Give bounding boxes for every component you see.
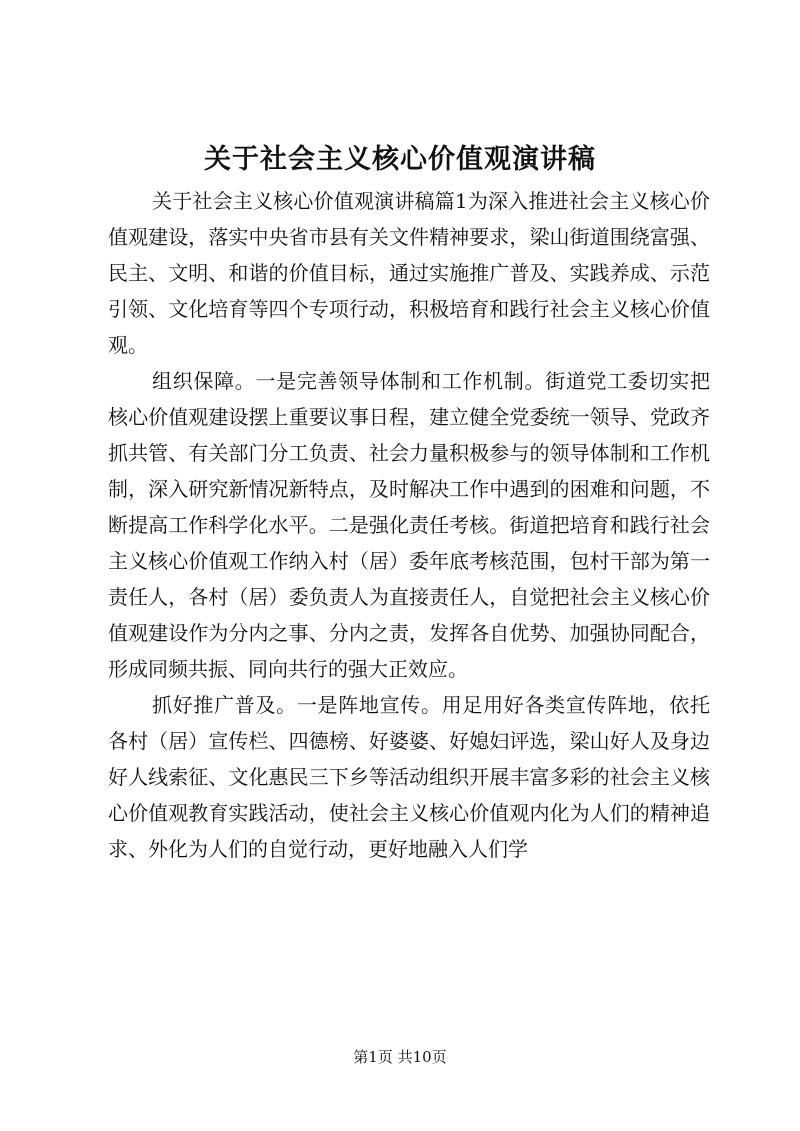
paragraph-1: 关于社会主义核心价值观演讲稿篇1为深入推进社会主义核心价值观建设，落实中央省市县有关文件精神要求，梁山街道围绕富强、民主、文明、和谐的价值目标，通过实施推广普及、实践养成、示范引领、文化培育等四个专项行动，积极培育和践行社会主义核心价值观。 (108, 189, 710, 357)
page-footer: 第1页 共10页 (353, 1048, 447, 1066)
document-body (108, 183, 710, 867)
paragraph-3: 抓好推广普及。一是阵地宣传。用足用好各类宣传阵地，依托各村（居）宣传栏、四德榜、好婆婆、好媳妇评选，梁山好人及身边好人线索征、文化惠民三下乡等活动组织开展丰富多彩的社会主义核心价值观教育实践活动，使社会主义核心价值观内化为人们的精神追求、外化为人们的自觉行动，更好地融入人们学 (108, 693, 710, 861)
paragraph-2: 组织保障。一是完善领导体制和工作机制。街道党工委切实把核心价值观建设摆上重要议事日程，建立健全党委统一领导、党政齐抓共管、有关部门分工负责、社会力量积极参与的领导体制和工作机制，深入研究新情况新特点，及时解决工作中遇到的困难和问题，不断提高工作科学化水平。二是强化责任考核。街道把培育和践行社会主义核心价值观工作纳入村（居）委年底考核范围，包村干部为第一责任人，各村（居）委负责人为直接责任人，自觉把社会主义核心价值观建设作为分内之事、分内之责，发挥各自优势、加强协同配合，形成同频共振、同向共行的强大正效应。 (108, 369, 710, 681)
document-title: 关于社会主义核心价值观演讲稿 (204, 144, 596, 175)
